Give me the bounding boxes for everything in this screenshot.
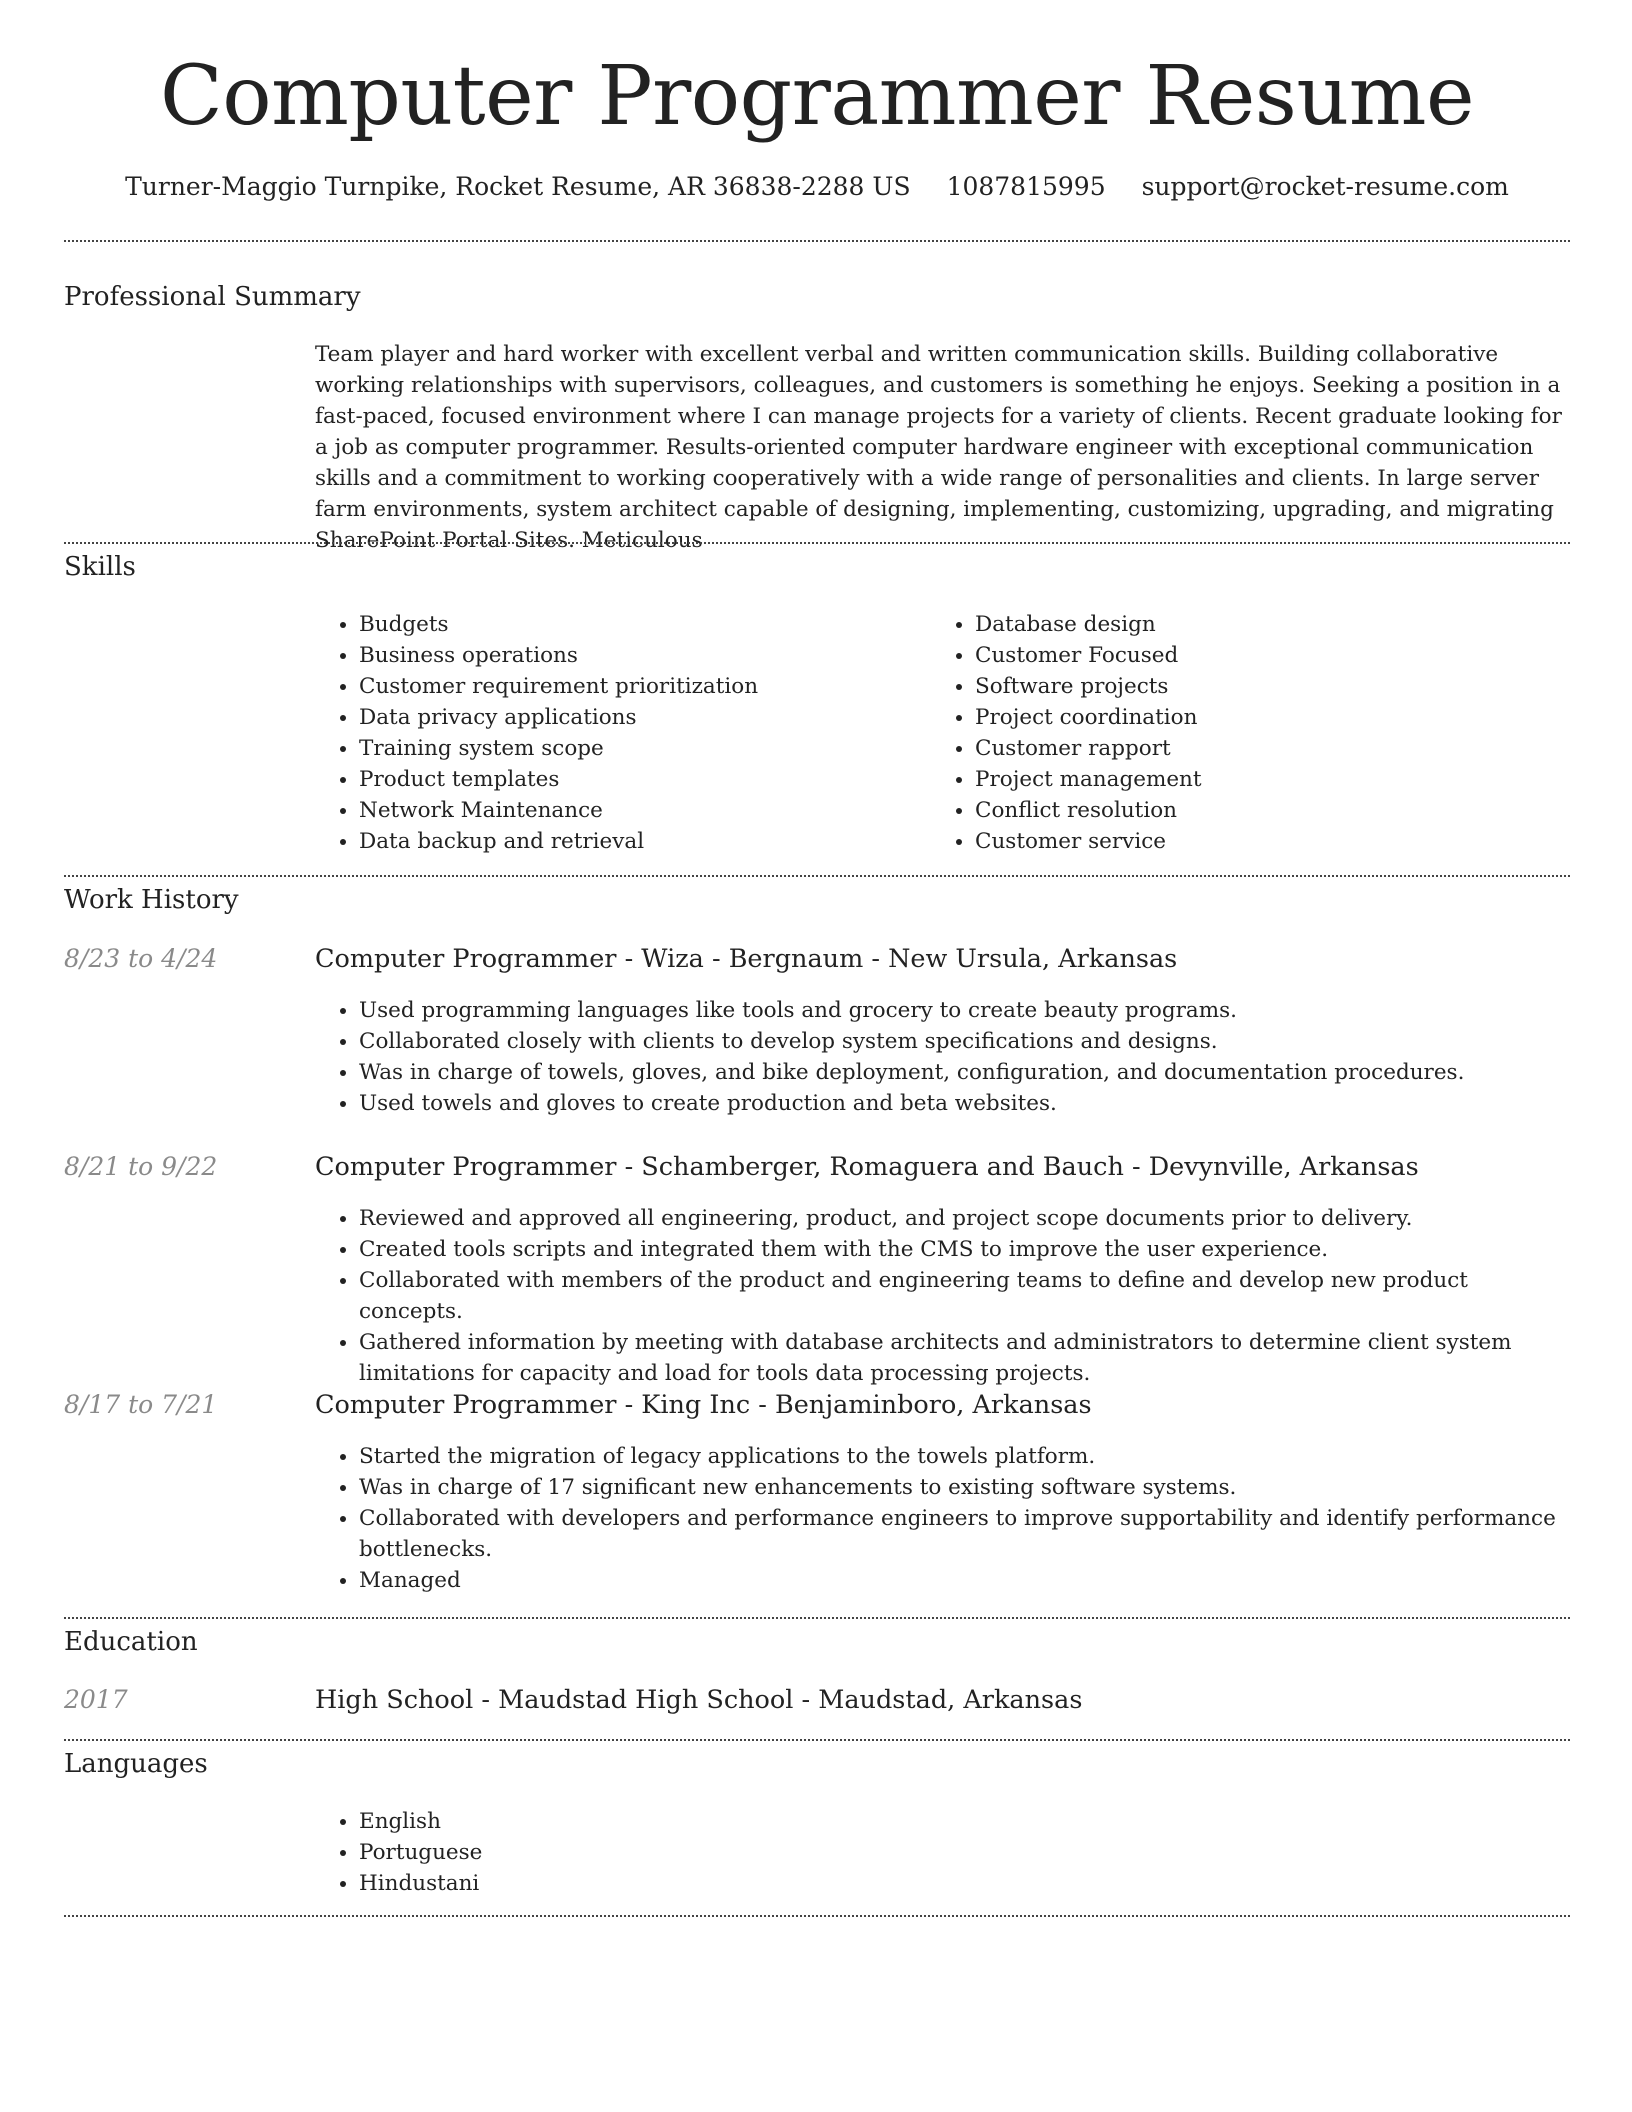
- skills-heading: Skills: [64, 552, 136, 582]
- language-item: • English: [359, 1806, 1570, 1837]
- skills-list: [315, 609, 1570, 857]
- skill-item: • Data backup and retrieval: [359, 826, 931, 857]
- skill-item: • Database design: [975, 609, 1547, 640]
- section-divider: [64, 542, 1570, 544]
- section-divider: [64, 875, 1570, 877]
- job-bullets: [315, 995, 1570, 1119]
- section-divider: [64, 1617, 1570, 1619]
- job-bullet: • Gathered information by meeting with database architects and administrators to determine client system limitations for capacity and load for tools data processing projects.: [359, 1327, 1570, 1389]
- summary-text: Team player and hard worker with excellent verbal and written communication skills. Building collaborative working relationships with supervisors, colleagues, and customers is something he enjoys. Seeking a position in a fast-paced, focused environment where I can manage projects for a variety of clients. Recent graduate looking for a job as computer programmer. Results-oriented computer hardware engineer with exceptional communication skills and a commitment to working cooperatively with a wide range of personalities and clients. In large server farm environments, system architect capable of designing, implementing, customizing, upgrading, and migrating SharePoint Portal Sites. Meticulous: [315, 342, 1562, 553]
- education-heading: Education: [64, 1627, 198, 1657]
- section-divider: [64, 1915, 1570, 1917]
- languages-list: [315, 1806, 1570, 1899]
- contact-email: support@rocket-resume.com: [1141, 172, 1509, 201]
- skill-item: • Data privacy applications: [359, 702, 931, 733]
- job-bullet: • Reviewed and approved all engineering, product, and project scope documents prior to delivery.: [359, 1203, 1570, 1234]
- languages-heading: Languages: [64, 1749, 208, 1779]
- work-heading: Work History: [64, 885, 239, 915]
- skill-item: • Budgets: [359, 609, 931, 640]
- contact-phone: 1087815995: [946, 172, 1106, 201]
- skill-item: • Software projects: [975, 671, 1547, 702]
- job-dates: 8/17 to 7/21: [64, 1390, 218, 1419]
- job-bullet: • Collaborated closely with clients to develop system specifications and designs.: [359, 1026, 1570, 1057]
- job-bullet: • Used programming languages like tools and grocery to create beauty programs.: [359, 995, 1570, 1026]
- skill-item: • Customer Focused: [975, 640, 1547, 671]
- skills-column-left: [315, 609, 931, 857]
- summary-heading: Professional Summary: [64, 282, 361, 312]
- resume-title: Computer Programmer Resume: [160, 49, 1474, 144]
- job-bullet: • Collaborated with members of the product and engineering teams to define and develop new product concepts.: [359, 1265, 1570, 1327]
- job-dates: 8/21 to 9/22: [64, 1152, 218, 1181]
- skill-item: • Conflict resolution: [975, 795, 1547, 826]
- skill-item: • Business operations: [359, 640, 931, 671]
- skill-item: • Network Maintenance: [359, 795, 931, 826]
- job-bullet: • Started the migration of legacy applications to the towels platform.: [359, 1441, 1570, 1472]
- skills-column-right: [931, 609, 1547, 857]
- skill-item: • Customer service: [975, 826, 1547, 857]
- job-title: Computer Programmer - Wiza - Bergnaum - New Ursula, Arkansas: [315, 944, 1178, 974]
- contact-line: [64, 172, 1570, 201]
- language-item: • Portuguese: [359, 1837, 1570, 1868]
- job-title: Computer Programmer - Schamberger, Romaguera and Bauch - Devynville, Arkansas: [315, 1152, 1419, 1182]
- section-divider: [64, 1739, 1570, 1741]
- job-bullet: • Collaborated with developers and performance engineers to improve supportability and identify performance bottlenecks.: [359, 1503, 1570, 1565]
- skill-item: • Customer requirement prioritization: [359, 671, 931, 702]
- skill-item: • Project management: [975, 764, 1547, 795]
- job-bullet: • Used towels and gloves to create production and beta websites.: [359, 1088, 1570, 1119]
- contact-address: Turner-Maggio Turnpike, Rocket Resume, AR 36838-2288 US: [125, 172, 911, 201]
- language-item: • Hindustani: [359, 1868, 1570, 1899]
- education-entry: High School - Maudstad High School - Maudstad, Arkansas: [315, 1685, 1083, 1715]
- job-dates: 8/23 to 4/24: [64, 944, 218, 973]
- section-divider: [64, 240, 1570, 242]
- skill-item: • Training system scope: [359, 733, 931, 764]
- education-year: 2017: [64, 1685, 128, 1714]
- job-bullet: • Created tools scripts and integrated them with the CMS to improve the user experience.: [359, 1234, 1570, 1265]
- job-bullet: • Was in charge of 17 significant new enhancements to existing software systems.: [359, 1472, 1570, 1503]
- job-bullets: [315, 1203, 1570, 1389]
- job-title: Computer Programmer - King Inc - Benjaminboro, Arkansas: [315, 1390, 1092, 1420]
- skill-item: • Customer rapport: [975, 733, 1547, 764]
- skill-item: • Product templates: [359, 764, 931, 795]
- skill-item: • Project coordination: [975, 702, 1547, 733]
- job-bullet: • Was in charge of towels, gloves, and bike deployment, configuration, and documentation procedures.: [359, 1057, 1570, 1088]
- job-bullets: [315, 1441, 1570, 1596]
- job-bullet: • Managed: [359, 1565, 1570, 1596]
